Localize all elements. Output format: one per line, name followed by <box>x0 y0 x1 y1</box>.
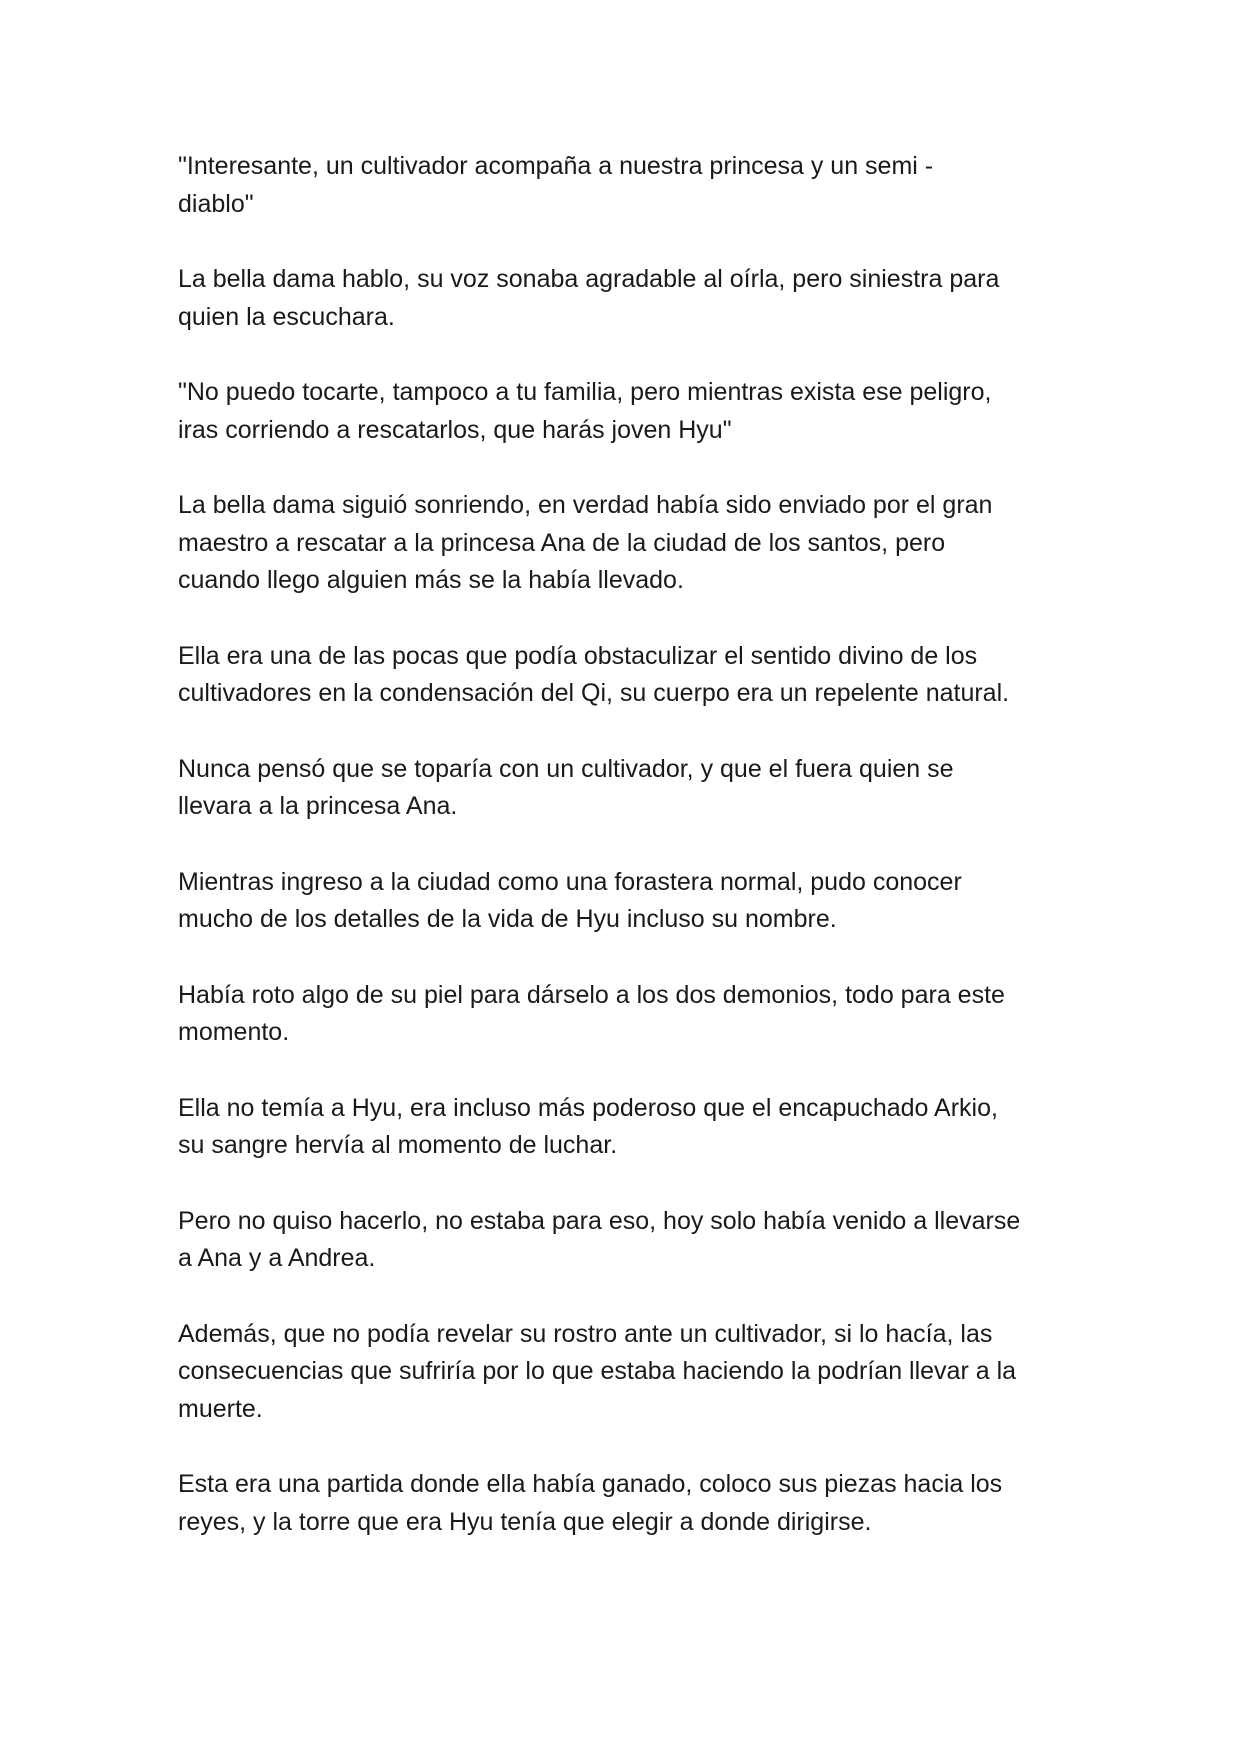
paragraph: "No puedo tocarte, tampoco a tu familia, pero mientras exista ese peligro, iras corriendo a rescatarlos, que harás joven Hyu" <box>178 378 992 444</box>
paragraph: "Interesante, un cultivador acompaña a nuestra princesa y un semi - diablo" <box>178 152 934 218</box>
paragraph: Además, que no podía revelar su rostro ante un cultivador, si lo hacía, las consecuencias que sufriría por lo que estaba haciendo la podrían llevar a la muerte. <box>178 1319 1017 1423</box>
paragraph: Había roto algo de su piel para dárselo a los dos demonios, todo para este momento. <box>178 980 1005 1046</box>
paragraph: Nunca pensó que se toparía con un cultivador, y que el fuera quien se llevara a la princesa Ana. <box>178 754 954 820</box>
paragraph: Esta era una partida donde ella había ganado, coloco sus piezas hacia los reyes, y la torre que era Hyu tenía que elegir a donde dirigirse. <box>178 1470 1003 1536</box>
document-body <box>178 148 1078 1579</box>
paragraph: Pero no quiso hacerlo, no estaba para eso, hoy solo había venido a llevarse a Ana y a Andrea. <box>178 1206 1021 1272</box>
paragraph: La bella dama siguió sonriendo, en verdad había sido enviado por el gran maestro a rescatar a la princesa Ana de la ciudad de los santos, pero cuando llego alguien más se la había llevado. <box>178 491 993 594</box>
paragraph: Ella era una de las pocas que podía obstaculizar el sentido divino de los cultivadores en la condensación del Qi, su cuerpo era un repelente natural. <box>178 641 1010 707</box>
paragraph: La bella dama hablo, su voz sonaba agradable al oírla, pero siniestra para quien la escuchara. <box>178 265 1000 331</box>
paragraph: Mientras ingreso a la ciudad como una forastera normal, pudo conocer mucho de los detalles de la vida de Hyu incluso su nombre. <box>178 867 962 933</box>
paragraph: Ella no temía a Hyu, era incluso más poderoso que el encapuchado Arkio, su sangre hervía al momento de luchar. <box>178 1093 998 1159</box>
